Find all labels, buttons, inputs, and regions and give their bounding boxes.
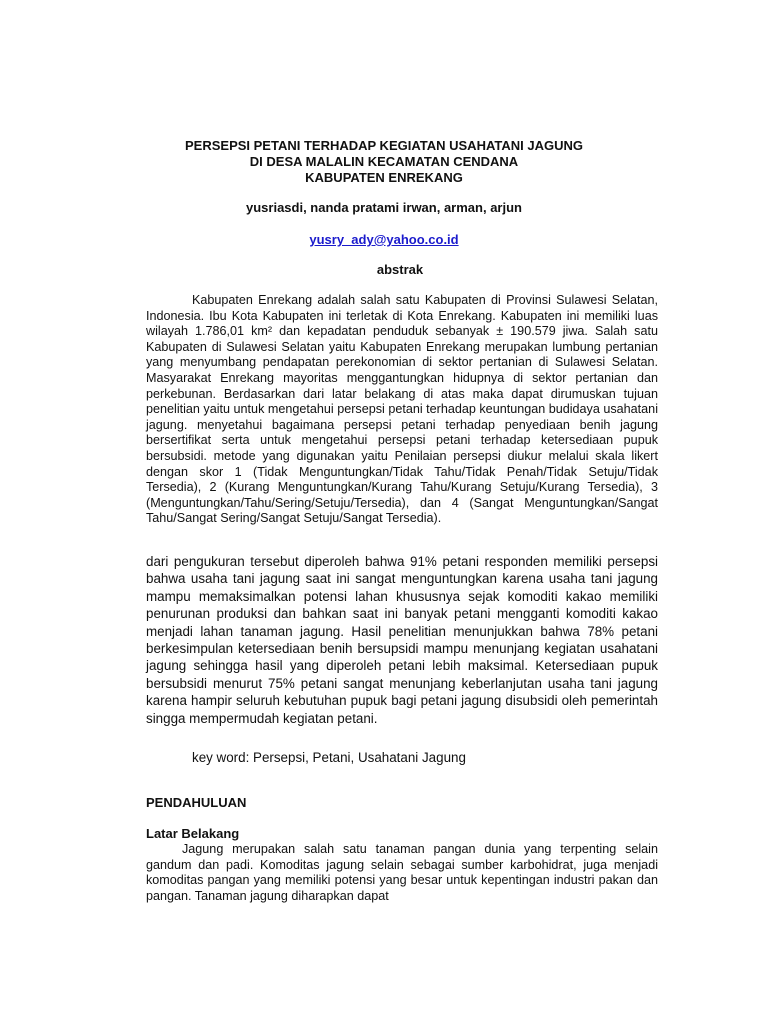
paper-title [0,138,768,186]
section-heading: PENDAHULUAN [146,795,247,810]
abstract-heading: abstrak [376,262,424,277]
body-paragraph: Jagung merupakan salah satu tanaman pangan dunia yang terpenting selain gandum dan padi. Komoditas jagung selain sebagai sumber karbohidrat, juga menjadi komoditas pangan yang memiliki potensi yang besar untuk kepentingan industri pakan dan pangan. Tanaman jagung diharapkan dapat [146,842,658,903]
subsection-heading: Latar Belakang [146,826,240,841]
author-list: yusriasdi, nanda pratami irwan, arman, arjun [246,200,522,215]
email-link[interactable]: yusry_ady@yahoo.co.id [309,232,459,247]
keywords: key word: Persepsi, Petani, Usahatani Jagung [192,750,466,765]
title-line-2: DI DESA MALALIN KECAMATAN CENDANA [249,154,519,169]
title-line-1: PERSEPSI PETANI TERHADAP KEGIATAN USAHATANI JAGUNG [185,138,583,153]
title-line-3: KABUPATEN ENREKANG [305,170,463,185]
abstract-paragraph-2: dari pengukuran tersebut diperoleh bahwa 91% petani responden memiliki persepsi bahwa usaha tani jagung saat ini sangat menguntungkan karena usaha tani jagung mampu memaksimalkan potensi lahan khususnya sejak komoditi kakao memiliki penurunan produksi dan bahkan saat ini banyak petani mengganti komoditi kakao menjadi lahan tanaman jagung. Hasil penelitian menunjukkan bahwa 78% petani berkesimpulan ketersediaan benih bersupsidi mampu menunjang kegiatan usahatani jagung sehingga hasil yang diperoleh petani lebih maksimal. Ketersediaan pupuk bersubsidi menurut 75% petani sangat menunjang keberlanjutan usaha tani jagung karena hampir seluruh kebutuhan pupuk bagi petani jagung disubsidi oleh pemerintah singga mempermudah kegiatan petani. [146,554,658,726]
abstract-paragraph-1: Kabupaten Enrekang adalah salah satu Kabupaten di Provinsi Sulawesi Selatan, Indonesia. Ibu Kota Kabupaten ini terletak di Kota Enrekang. Kabupaten ini memiliki luas wilayah 1.786,01 km² dan kepadatan penduduk sebanyak ± 190.579 jiwa. Salah satu Kabupaten di Sulawesi Selatan yaitu Kabupaten Enrekang merupakan lumbung pertanian yang menyumbang pendapatan perekonomian di sektor pertanian di Sulawesi Selatan. Masyarakat Enrekang mayoritas menggantungkan hidupnya di sektor pertanian dan perkebunan. Berdasarkan dari latar belakang di atas maka dapat dirumuskan tujuan penelitian yaitu untuk mengetahui persepsi petani terhadap keuntungan budidaya usahatani jagung. menyetahui bagaimana persepsi petani terhadap penyediaan benih jagung bersertifikat serta untuk mengetahui persepsi petani terhadap ketersediaan pupuk bersubsidi. metode yang digunakan yaitu Penilaian persepsi diukur melalui skala likert dengan skor 1 (Tidak Menguntungkan/Tidak Tahu/Tidak Penah/Tidak Setuju/Tidak Tersedia), 2 (Kurang Menguntungkan/Kurang Tahu/Kurang Setuju/Kurang Tersedia), 3 (Menguntungkan/Tahu/Sering/Setuju/Tersedia), dan 4 (Sangat Menguntungkan/Sangat Tahu/Sangat Sering/Sangat Setuju/Sangat Tersedia). [146,293,658,526]
author-email [0,232,768,247]
